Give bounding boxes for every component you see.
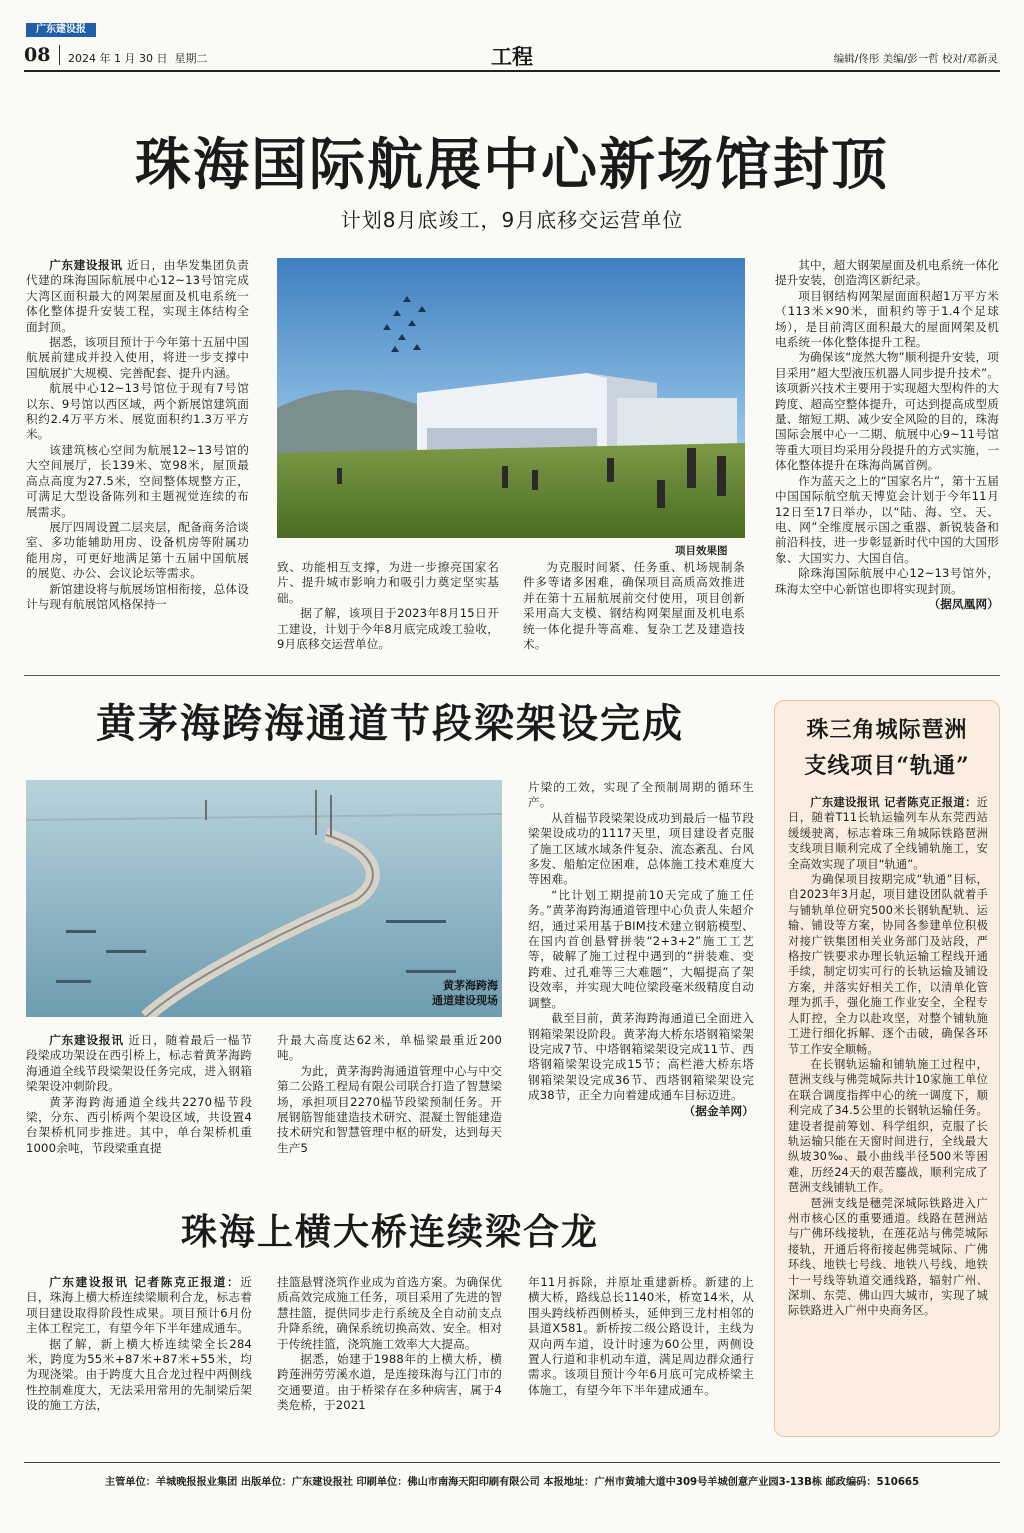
paragraph: 为此，黄茅海跨海通道管理中心与中交第二公路工程局有限公司联合打造了智慧梁场，承担项目2270榀节段梁预制任务。开展钢筋智能建造技术研究、混凝土智能建造技术研究和智慧管理中枢的研发，达到每天生产5 xyxy=(277,1063,502,1155)
article2-col2 xyxy=(277,1033,502,1156)
footer-rule xyxy=(24,1462,1000,1463)
paragraph: 致、功能相互支撑，为进一步擦亮国家名片、提升城市影响力和吸引力奠定坚实基础。 xyxy=(277,560,499,605)
paragraph: 其中，超大钢架屋面及机电系统一体化提升安装，创造湾区新纪录。 xyxy=(775,258,999,288)
paragraph: 广东建设报讯 近日，随着最后一榀节段梁成功架设在西引桥上，标志着黄茅海跨海通道全线节段梁架设任务完成，进入钢箱梁架设冲刺阶段。 xyxy=(26,1033,252,1094)
paragraph: 从首榀节段梁架设成功到最后一榀节段梁架设成功的1117天里，项目建设者克服了施工区域水域条件复杂、流态紊乱、台风多发、船舶定位困难，总体施工技术难度大等困难。 xyxy=(528,810,754,887)
article1-col1 xyxy=(26,258,249,612)
editors-credit: 编辑/佟彤 美编/彭一哲 校对/邓新灵 xyxy=(833,53,998,65)
article1-subheadline: 计划8月底竣工，9月底移交运营单位 xyxy=(340,208,684,232)
article1-col3 xyxy=(523,560,745,652)
paragraph: 为确保该“庞然大物”顺利提升安装，项目采用“超大型液压机器人同步提升技术”。该项新兴技术主要用于实现超大型构件的大跨度、超高空整体提升，可达到提高成型质量、缩短工期、减少安全风险的目的，珠海国际会展中心一二期、航展中心9~11号馆等重大项目均采用分段提升的方式实施，一体化整体提升在珠海尚属首例。 xyxy=(775,350,999,473)
paragraph: 黄茅海跨海通道全线共2270榀节段梁，分东、西引桥两个架设区域，共设置4台架桥机同步推进。其中，单台架桥机重1000余吨，节段梁重直提 xyxy=(26,1094,252,1155)
sidebar-headline: 珠三角城际琶洲 支线项目“轨通” xyxy=(804,717,970,779)
paragraph: 琶洲支线是穗莞深城际铁路进入广州市核心区的重要通道。线路在琶洲站与广佛环线接轨，在莲花站与佛莞城际接轨，开通后将衔接起佛莞城际、广佛环线、地铁七号线、地铁八号线、地铁十一号线等轨道交通线路，辐射广州、深圳、东莞、佛山四大城市，实现了城际铁路进入广州中央商务区。 xyxy=(788,1196,988,1318)
sidebar-body xyxy=(788,795,988,1319)
paragraph: 项目钢结构网架屋面面积超1万平方米（113米×90米，面积约等于1.4个足球场），是目前湾区面积最大的屋面网架及机电系统一体化整体提升工程。 xyxy=(775,288,999,350)
paragraph: “比计划工期提前10天完成了施工任务。”黄茅海跨海通道管理中心负责人朱超介绍，通过采用基于BIM技术建立钢筋模型、在国内首创悬臂拼装“2+3+2”施工工艺等，破解了施工过程中遇到的“拼装难、变跨难、过孔难等三大难题”，大幅提高了架设效率，并实现大吨位梁段毫米级精度自动调整。 xyxy=(528,887,754,1010)
exhibition-hall-rendering xyxy=(277,258,745,538)
section-divider xyxy=(24,675,1000,676)
paragraph: 为确保项目按期完成“轨通”目标，自2023年3月起，项目建设团队就着手与铺轨单位研究500米长钢轨配轨、运输、铺设等方案，协同各参建单位积极对接广铁集团相关业务部门及站段，严格按广铁要求办理长轨运输工程线开通手续，制定切实可行的长轨运输及铺设方案，并落实好相关工作，以清单化管理为抓手，强化施工作业安全，全程专人盯控，全力以赴攻坚，对整个铺轨施工进行细化拆解、逐个击破，确保各环节工作安全顺畅。 xyxy=(788,873,988,1056)
paragraph: 新馆建设将与航展场馆相衔接，总体设计与现有航展馆风格保持一 xyxy=(26,581,249,611)
paragraph: 航展中心12~13号馆位于现有7号馆以东、9号馆以西区域，两个新展馆建筑面积约2.4万平方米、展览面积约1.3万平方米。 xyxy=(26,381,249,442)
paragraph: 作为蓝天之上的“国家名片”，第十五届中国国际航空航天博览会计划于今年11月12日至17日举办，以“陆、海、空、天、电、网”全维度展示国之重器、新锐装备和前沿科技，进一步彰显新时代中国的大国形象、大国实力、大国自信。 xyxy=(775,473,999,565)
article-source: （据金羊网） xyxy=(683,1103,754,1118)
paragraph: 据了解，新上横大桥连续梁全长284米，跨度为55米+87米+87米+55米，均为现浇梁。由于跨度大且合龙过程中两侧线性控制难度大，无法采用常用的先制梁后架设的施工方法， xyxy=(26,1336,252,1413)
paper-tag: 广东建设报 xyxy=(26,23,96,37)
paragraph: 升最大高度达62米，单榀梁最重近200吨。 xyxy=(277,1033,502,1063)
paragraph: 展厅四周设置二层夹层，配备商务洽谈室、多功能辅助用房、设备机房等附属功能用房，可更好地满足第十五届中国航展的展览、办公、会议论坛等需求。 xyxy=(26,519,249,581)
article3-col1 xyxy=(26,1275,252,1414)
paragraph: 在长钢轨运输和铺轨施工过程中，琶洲支线与佛莞城际共计10家施工单位在联合调度指挥中心的统一调度下，顺利完成了34.5公里的长钢轨运输任务。建设者提前筹划、科学组织，克服了长轨运输只能在天窗时间进行，全线最大纵坡30‰、最小曲线半径500米等困难，历经24天的艰苦鏖战，顺利完成了琶洲支线铺轨工作。 xyxy=(788,1057,988,1195)
article3-col3 xyxy=(528,1275,754,1398)
paragraph: 广东建设报讯 近日，由华发集团负责代建的珠海国际航展中心12~13号馆完成大湾区面积最大的网架屋面及机电系统一体化整体提升安装工程，实现主体结构全面封顶。 xyxy=(26,258,249,334)
article-source: （据凤凰网） xyxy=(928,596,999,611)
article2-col1 xyxy=(26,1033,252,1156)
article2-photo-caption: 黄茅海跨海 通道建设现场 xyxy=(432,979,498,1007)
paragraph: 该建筑核心空间为航展12~13号馆的大空间展厅，长139米、宽98米，屋顶最高点高度为27.5米，空间整体规整方正，可满足大型设备陈列和主题视觉连续的布展需求。 xyxy=(26,442,249,519)
paragraph: 截至目前，黄茅海跨海通道已全面进入钢箱梁架设阶段。黄茅海大桥东塔钢箱梁架设完成7节、中塔钢箱梁架设完成11节、西塔钢箱梁架设完成15节；高栏港大桥东塔钢箱梁架设完成36节、西塔钢箱梁架设完成38节，正全力向着建成通车目标迈进。 xyxy=(528,1011,754,1103)
footer-info: 主管单位：羊城晚报报业集团 出版单位：广东建设报社 印刷单位：佛山市南海天阳印刷有限公司 本报地址：广州市黄埔大道中309号羊城创意产业园3-13B栋 邮政编码：510665 xyxy=(104,1477,920,1488)
paragraph: 除珠海国际航展中心12~13号馆外，珠海太空中心新馆也即将实现封顶。 xyxy=(775,566,999,596)
paragraph: 年11月拆除，并原址重建新桥。新建的上横大桥，路线总长1140米，桥宽14米，从围头跨线桥西侧桥头，延伸到三龙村相邻的县道X581。新桥按二级公路设计，主线为双向两车道，设计时速为60公里，两侧设置人行道和非机动车道，满足周边群众通行需求。该项目预计今年6月底可完成桥梁主体施工，有望今年下半年建成通车。 xyxy=(528,1275,754,1397)
article2-photo xyxy=(26,780,502,1017)
paragraph: 片梁的工效，实现了全预制周期的循环生产。 xyxy=(528,780,754,810)
article1-photo xyxy=(277,258,745,538)
article1-headline: 珠海国际航展中心新场馆封顶 xyxy=(135,132,889,198)
article2-headline: 黄茅海跨海通道节段梁架设完成 xyxy=(96,700,684,747)
masthead-rule xyxy=(24,70,1000,72)
article1-col4 xyxy=(775,258,999,612)
article1-col2 xyxy=(277,560,499,652)
paragraph: 广东建设报讯 记者陈克正报道：近日，随着T11长轨运输列车从东莞西站缓缓驶离，标志着珠三角城际铁路琶洲支线项目顺利完成了全线铺轨施工，安全高效实现了项目“轨通”。 xyxy=(788,796,988,871)
article3-headline: 珠海上横大桥连续梁合龙 xyxy=(180,1211,599,1253)
paragraph: 为克服时间紧、任务重、机场规制条件多等诸多困难，确保项目高质高效推进并在第十五届航展前交付使用，项目创新采用高大支模、钢结构网架屋面及机电系统一体化提升等高难、复杂工艺及建造技术。 xyxy=(523,560,745,652)
article1-photo-caption: 项目效果图 xyxy=(675,545,728,557)
paragraph: 挂篮悬臂浇筑作业成为首选方案。为确保优质高效完成施工任务，项目采用了先进的智慧挂篮，提供同步走行系统及全自动前支点升降系统，确保系统切换高效、安全。相对于传统挂篮，浇筑施工效率大大提高。 xyxy=(277,1275,502,1351)
paragraph: 据了解，该项目于2023年8月15日开工建设，计划于今年8月底完成竣工验收，9月底移交运营单位。 xyxy=(277,606,499,652)
paragraph: 广东建设报讯 记者陈克正报道：近日，珠海上横大桥连续梁顺利合龙，标志着项目建设取得阶段性成果。项目预计6月份主体工程完工，有望今年下半年建成通车。 xyxy=(26,1275,252,1336)
paragraph: 据悉，该项目预计于今年第十五届中国航展前建成并投入使用，将进一步支撑中国航展扩大规模、完善配套、提升内涵。 xyxy=(26,335,249,380)
page-number: 08 xyxy=(24,44,51,66)
section-title: 工程 xyxy=(491,45,533,69)
article3-col2 xyxy=(277,1275,502,1414)
issue-date: 2024 年 1 月 30 日 星期二 xyxy=(68,52,208,65)
paragraph: 据悉，始建于1988年的上横大桥，横跨莲洲劳劳溪水道，是连接珠海与江门市的交通要道。由于桥梁存在多种病害，属于4类危桥，于2021 xyxy=(277,1352,502,1413)
article2-col3 xyxy=(528,780,754,1119)
